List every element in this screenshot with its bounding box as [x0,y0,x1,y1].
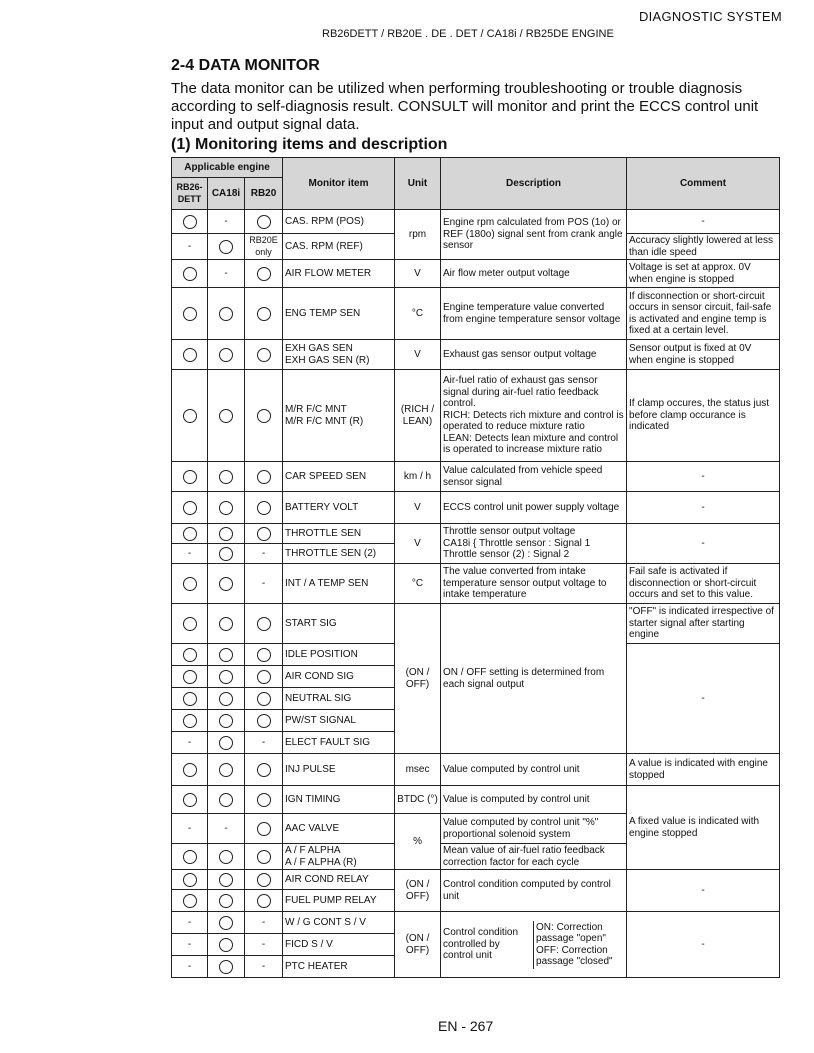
rb26-applicability [172,710,208,732]
ca18-applicability [208,544,245,564]
rb26-applicability [172,564,208,604]
header-ca18: CA18i [208,178,245,210]
ca18-applicability: - [208,210,245,234]
rb20-applicability: - [245,564,283,604]
rb20-applicability [245,786,283,814]
description-cell: Control condition controlled by control unit [441,921,534,969]
rb20-applicability [245,644,283,666]
comment-cell: - [627,912,780,978]
comment-cell: If disconnection or short-circuit occurs in sensor circuit, fail-safe is activated and engine temp is fixed at a certain level. [627,288,780,340]
monitor-item: FUEL PUMP RELAY [283,890,395,912]
applicable-circle-icon [257,215,271,229]
applicable-circle-icon [219,348,233,362]
applicable-circle-icon [257,692,271,706]
monitor-item: ELECT FAULT SIG [283,732,395,754]
comment-cell: - [627,462,780,492]
unit-cell: rpm [395,210,441,260]
data-monitor-table [171,157,780,978]
unit-cell: V [395,340,441,370]
applicable-circle-icon [219,763,233,777]
rb26-applicability [172,890,208,912]
rb26-applicability [172,844,208,870]
applicable-circle-icon [219,692,233,706]
applicable-circle-icon [219,916,233,930]
rb26-applicability [172,492,208,524]
monitor-item: EXH GAS SEN EXH GAS SEN (R) [283,340,395,370]
table-row [172,492,780,524]
applicable-circle-icon [219,736,233,750]
table-row [172,370,780,462]
applicable-circle-icon [183,267,197,281]
table-row [172,260,780,288]
monitor-item: THROTTLE SEN [283,524,395,544]
comment-cell: Accuracy slightly lowered at less than idle speed [627,234,780,260]
applicable-circle-icon [183,670,197,684]
applicable-circle-icon [257,850,271,864]
applicable-circle-icon [183,873,197,887]
monitor-item: M/R F/C MNT M/R F/C MNT (R) [283,370,395,462]
ca18-applicability [208,870,245,890]
page-number: EN - 267 [438,1018,494,1034]
ca18-applicability [208,370,245,462]
applicable-circle-icon [257,470,271,484]
table-row [172,604,780,644]
applicable-circle-icon [219,240,233,254]
ca18-applicability [208,564,245,604]
description-cell: ON / OFF setting is determined from each signal output [441,604,627,754]
applicable-circle-icon [257,648,271,662]
description-cell: Mean value of air-fuel ratio feedback correction factor for each cycle [441,844,627,870]
rb26-applicability [172,370,208,462]
comment-cell: - [627,210,780,234]
applicable-circle-icon [257,267,271,281]
rb20-applicability [245,288,283,340]
applicable-circle-icon [257,822,271,836]
applicable-circle-icon [183,692,197,706]
ca18-applicability [208,956,245,978]
description-cell: Throttle sensor output voltage CA18i { Throttle sensor : Signal 1 Throttle sensor (2) : Signal 2 [441,524,627,564]
description-cell: Control condition computed by control unit [441,870,627,912]
ca18-applicability: - [208,260,245,288]
rb20-applicability: - [245,912,283,934]
header-unit: Unit [395,158,441,210]
unit-cell: °C [395,564,441,604]
ca18-applicability [208,234,245,260]
description-cell: Value calculated from vehicle speed sensor signal [441,462,627,492]
unit-cell: msec [395,754,441,786]
comment-cell: - [627,870,780,912]
rb26-applicability: - [172,912,208,934]
rb20-applicability [245,754,283,786]
unit-cell: % [395,814,441,870]
ca18-applicability [208,604,245,644]
rb20-applicability: - [245,956,283,978]
applicable-circle-icon [257,501,271,515]
rb26-applicability [172,288,208,340]
comment-cell: A fixed value is indicated with engine stopped [627,786,780,870]
applicable-circle-icon [257,348,271,362]
ca18-applicability [208,934,245,956]
table-row [172,524,780,544]
description-cell: ECCS control unit power supply voltage [441,492,627,524]
description-cell: Value computed by control unit [441,754,627,786]
rb26-applicability [172,644,208,666]
applicable-circle-icon [257,793,271,807]
description-cell: Value computed by control unit "%" proportional solenoid system [441,814,627,844]
rb26-applicability [172,604,208,644]
rb26-applicability [172,688,208,710]
subsection-title: (1) Monitoring items and description [171,136,448,153]
comment-cell: - [627,644,780,754]
ca18-applicability [208,732,245,754]
section-title: 2-4 DATA MONITOR [171,57,320,74]
header-comment: Comment [627,158,780,210]
monitor-item: INJ PULSE [283,754,395,786]
monitor-item: IDLE POSITION [283,644,395,666]
monitor-item: ENG TEMP SEN [283,288,395,340]
rb26-applicability [172,260,208,288]
rb20-applicability: - [245,934,283,956]
header-system: DIAGNOSTIC SYSTEM [638,9,782,24]
applicable-circle-icon [183,894,197,908]
description-cell: Air-fuel ratio of exhaust gas sensor signal during air-fuel ratio feedback control. RICH: Detects rich mixture and control is operated to reduce mixture ratio LEAN: Detects lean mixture and control is operated to increase mixture ratio [441,370,627,462]
applicable-circle-icon [257,617,271,631]
ca18-applicability: - [208,814,245,844]
applicable-circle-icon [183,793,197,807]
applicable-circle-icon [219,873,233,887]
applicable-circle-icon [183,409,197,423]
monitor-item: AIR COND SIG [283,666,395,688]
table-row [172,288,780,340]
applicable-circle-icon [219,850,233,864]
applicable-circle-icon [183,470,197,484]
applicable-circle-icon [183,501,197,515]
rb20-applicability [245,210,283,234]
rb20-applicability: RB20E only [245,234,283,260]
comment-cell: Voltage is set at approx. 0V when engine is stopped [627,260,780,288]
applicable-circle-icon [183,527,197,541]
monitor-item: INT / A TEMP SEN [283,564,395,604]
unit-cell: (ON / OFF) [395,604,441,754]
unit-cell: V [395,524,441,564]
description-cell: Exhaust gas sensor output voltage [441,340,627,370]
applicable-circle-icon [219,894,233,908]
comment-cell: - [627,492,780,524]
rb26-applicability [172,754,208,786]
description-cell: Engine temperature value converted from engine temperature sensor voltage [441,288,627,340]
rb26-applicability: - [172,814,208,844]
applicable-circle-icon [219,409,233,423]
monitor-item: NEUTRAL SIG [283,688,395,710]
monitor-item: CAS. RPM (REF) [283,234,395,260]
applicable-circle-icon [219,501,233,515]
rb20-applicability [245,370,283,462]
ca18-applicability [208,786,245,814]
description-cell: Engine rpm calculated from POS (1o) or REF (180o) signal sent from crank angle sensor [441,210,627,260]
rb20-applicability [245,814,283,844]
ca18-applicability [208,890,245,912]
monitor-item: IGN TIMING [283,786,395,814]
applicable-circle-icon [219,960,233,974]
rb26-applicability: - [172,234,208,260]
applicable-circle-icon [183,850,197,864]
ca18-applicability [208,844,245,870]
rb26-applicability [172,524,208,544]
monitor-item: CAS. RPM (POS) [283,210,395,234]
comment-cell: If clamp occures, the status just before clamp occurance is indicated [627,370,780,462]
table-row [172,564,780,604]
rb26-applicability: - [172,934,208,956]
unit-cell: (RICH / LEAN) [395,370,441,462]
applicable-circle-icon [183,763,197,777]
rb20-applicability [245,492,283,524]
applicable-circle-icon [183,617,197,631]
applicable-circle-icon [219,938,233,952]
applicable-circle-icon [183,714,197,728]
monitor-item: AIR COND RELAY [283,870,395,890]
applicable-circle-icon [257,670,271,684]
ca18-applicability [208,688,245,710]
ca18-applicability [208,754,245,786]
ca18-applicability [208,462,245,492]
monitor-item: START SIG [283,604,395,644]
header-applicable-engine: Applicable engine [172,158,283,178]
rb20-applicability [245,890,283,912]
monitor-item: BATTERY VOLT [283,492,395,524]
rb20-applicability [245,340,283,370]
header-monitor-item: Monitor item [283,158,395,210]
monitor-item: PTC HEATER [283,956,395,978]
monitor-item: AAC VALVE [283,814,395,844]
table-row [172,870,780,890]
rb20-applicability: - [245,732,283,754]
rb26-applicability [172,666,208,688]
rb20-applicability [245,462,283,492]
applicable-circle-icon [183,648,197,662]
unit-cell: V [395,260,441,288]
applicable-circle-icon [219,714,233,728]
unit-cell: (ON / OFF) [395,912,441,978]
applicable-circle-icon [183,307,197,321]
applicable-circle-icon [183,577,197,591]
unit-cell: °C [395,288,441,340]
ca18-applicability [208,666,245,688]
applicable-circle-icon [183,215,197,229]
table-row [172,912,780,934]
applicable-circle-icon [219,470,233,484]
header-rb26: RB26-DETT [172,178,208,210]
rb20-applicability [245,688,283,710]
description-cell [441,912,627,978]
ca18-applicability [208,340,245,370]
applicable-circle-icon [183,348,197,362]
applicable-circle-icon [257,873,271,887]
rb20-applicability [245,710,283,732]
applicable-circle-icon [219,648,233,662]
rb20-applicability [245,666,283,688]
rb26-applicability: - [172,544,208,564]
comment-cell: Sensor output is fixed at 0V when engine is stopped [627,340,780,370]
intro-text: The data monitor can be utilized when performing troubleshooting or trouble diagnosis according to self-diagnosis result. CONSULT will monitor and print the ECCS control unit input and output signal data. [171,80,759,133]
applicable-circle-icon [219,617,233,631]
header-description: Description [441,158,627,210]
applicable-circle-icon [257,307,271,321]
rb26-applicability [172,210,208,234]
applicable-circle-icon [219,307,233,321]
applicable-circle-icon [219,670,233,684]
header-rb20: RB20 [245,178,283,210]
rb26-applicability: - [172,732,208,754]
monitor-item: THROTTLE SEN (2) [283,544,395,564]
comment-cell: - [627,524,780,564]
ca18-applicability [208,912,245,934]
monitor-item: PW/ST SIGNAL [283,710,395,732]
applicable-circle-icon [219,527,233,541]
applicable-circle-icon [257,527,271,541]
ca18-applicability [208,524,245,544]
rb26-applicability [172,870,208,890]
unit-cell: km / h [395,462,441,492]
monitor-item: FICD S / V [283,934,395,956]
rb20-applicability [245,870,283,890]
ca18-applicability [208,288,245,340]
rb26-applicability [172,786,208,814]
rb20-applicability [245,844,283,870]
monitor-item: AIR FLOW METER [283,260,395,288]
rb20-applicability [245,260,283,288]
unit-cell: (ON / OFF) [395,870,441,912]
table-row [172,786,780,814]
comment-cell: Fail safe is activated if disconnection or short-circuit occurs and set to this value. [627,564,780,604]
description-cell: Air flow meter output voltage [441,260,627,288]
applicable-circle-icon [219,547,233,561]
comment-cell: A value is indicated with engine stopped [627,754,780,786]
description-cell: ON: Correction passage "open" OFF: Correction passage "closed" [536,921,613,967]
comment-cell: "OFF" is indicated irrespective of starter signal after starting engine [627,604,780,644]
rb20-applicability: - [245,544,283,564]
rb26-applicability [172,340,208,370]
monitor-item: W / G CONT S / V [283,912,395,934]
table-row [172,210,780,234]
table-row [172,754,780,786]
unit-cell: BTDC (°) [395,786,441,814]
applicable-circle-icon [257,409,271,423]
applicable-circle-icon [219,793,233,807]
monitor-item: CAR SPEED SEN [283,462,395,492]
header-engines: RB26DETT / RB20E . DE . DET / CA18i / RB25DE ENGINE [322,28,614,40]
ca18-applicability [208,492,245,524]
table-row [172,462,780,492]
unit-cell: V [395,492,441,524]
rb20-applicability [245,604,283,644]
description-cell: The value converted from intake temperature sensor output voltage to intake temperature [441,564,627,604]
applicable-circle-icon [257,763,271,777]
ca18-applicability [208,710,245,732]
applicable-circle-icon [219,577,233,591]
rb26-applicability: - [172,956,208,978]
rb26-applicability [172,462,208,492]
applicable-circle-icon [257,894,271,908]
table-row [172,340,780,370]
applicable-circle-icon [257,714,271,728]
description-cell: Value is computed by control unit [441,786,627,814]
ca18-applicability [208,644,245,666]
rb20-applicability [245,524,283,544]
monitor-item: A / F ALPHA A / F ALPHA (R) [283,844,395,870]
